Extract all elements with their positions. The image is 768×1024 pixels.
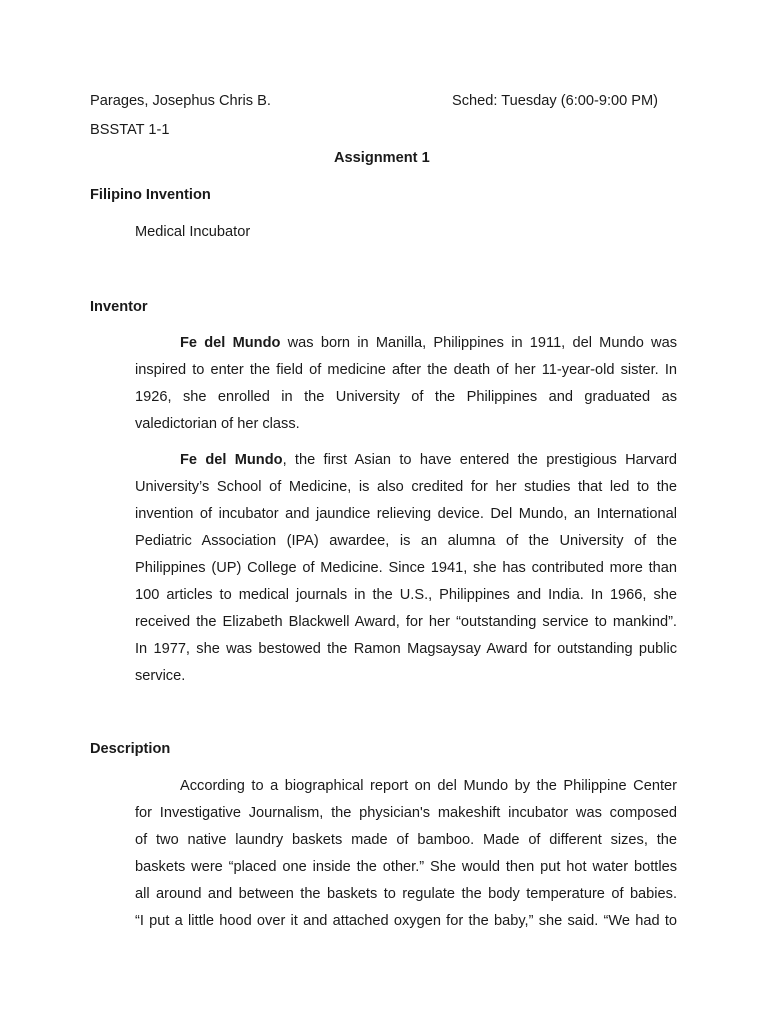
paragraph-line: Fe del Mundo was born in Manilla, Philippines in 1911, del Mundo was [180,335,677,351]
paragraph-line: “I put a little hood over it and attached oxygen for the baby,” she said. “We had to [135,913,677,929]
inventor-name: Fe del Mundo [180,335,281,351]
paragraph-line: University’s School of Medicine, is also credited for her studies that led to the [135,479,677,495]
inventor-heading: Inventor [90,299,148,315]
paragraph-line: Fe del Mundo, the first Asian to have entered the prestigious Harvard [180,452,677,468]
inventor-paragraph-1 [135,330,677,438]
schedule: Sched: Tuesday (6:00-9:00 PM) [452,93,659,109]
paragraph-line: for Investigative Journalism, the physician's makeshift incubator was composed [135,805,677,821]
student-name: Parages, Josephus Chris B. [90,93,271,109]
assignment-title: Assignment 1 [334,150,430,166]
paragraph-line: 100 articles to medical journals in the U.S., Philippines and India. In 1966, she [135,587,677,603]
paragraph-line: of two native laundry baskets made of bamboo. Made of different sizes, the [135,832,677,848]
paragraph-line: In 1977, she was bestowed the Ramon Magsaysay Award for outstanding public [135,641,677,657]
description-heading: Description [90,741,171,757]
paragraph-line: Pediatric Association (IPA) awardee, is an alumna of the University of the [135,533,677,549]
paragraph-line: baskets were “placed one inside the other.” She would then put hot water bottles [135,859,677,875]
paragraph-line: received the Elizabeth Blackwell Award, for her “outstanding service to mankind”. [135,614,677,630]
paragraph-line: valedictorian of her class. [135,416,300,432]
paragraph-line: 1926, she enrolled in the University of the Philippines and graduated as [135,389,677,405]
inventor-name: Fe del Mundo [180,452,283,468]
description-paragraph [135,773,677,935]
paragraph-line: According to a biographical report on del Mundo by the Philippine Center [180,778,677,794]
paragraph-line: all around and between the baskets to regulate the body temperature of babies. [135,886,677,902]
inventor-paragraph-2 [135,447,677,690]
paragraph-line: Philippines (UP) College of Medicine. Since 1941, she has contributed more than [135,560,677,576]
paragraph-line: inspired to enter the field of medicine after the death of her 11-year-old sister. In [135,362,677,378]
invention-heading: Filipino Invention [90,187,211,203]
paragraph-line: invention of incubator and jaundice relieving device. Del Mundo, an International [135,506,677,522]
section-code: BSSTAT 1-1 [90,122,170,138]
invention-value: Medical Incubator [135,224,251,240]
paragraph-line: service. [135,668,186,684]
